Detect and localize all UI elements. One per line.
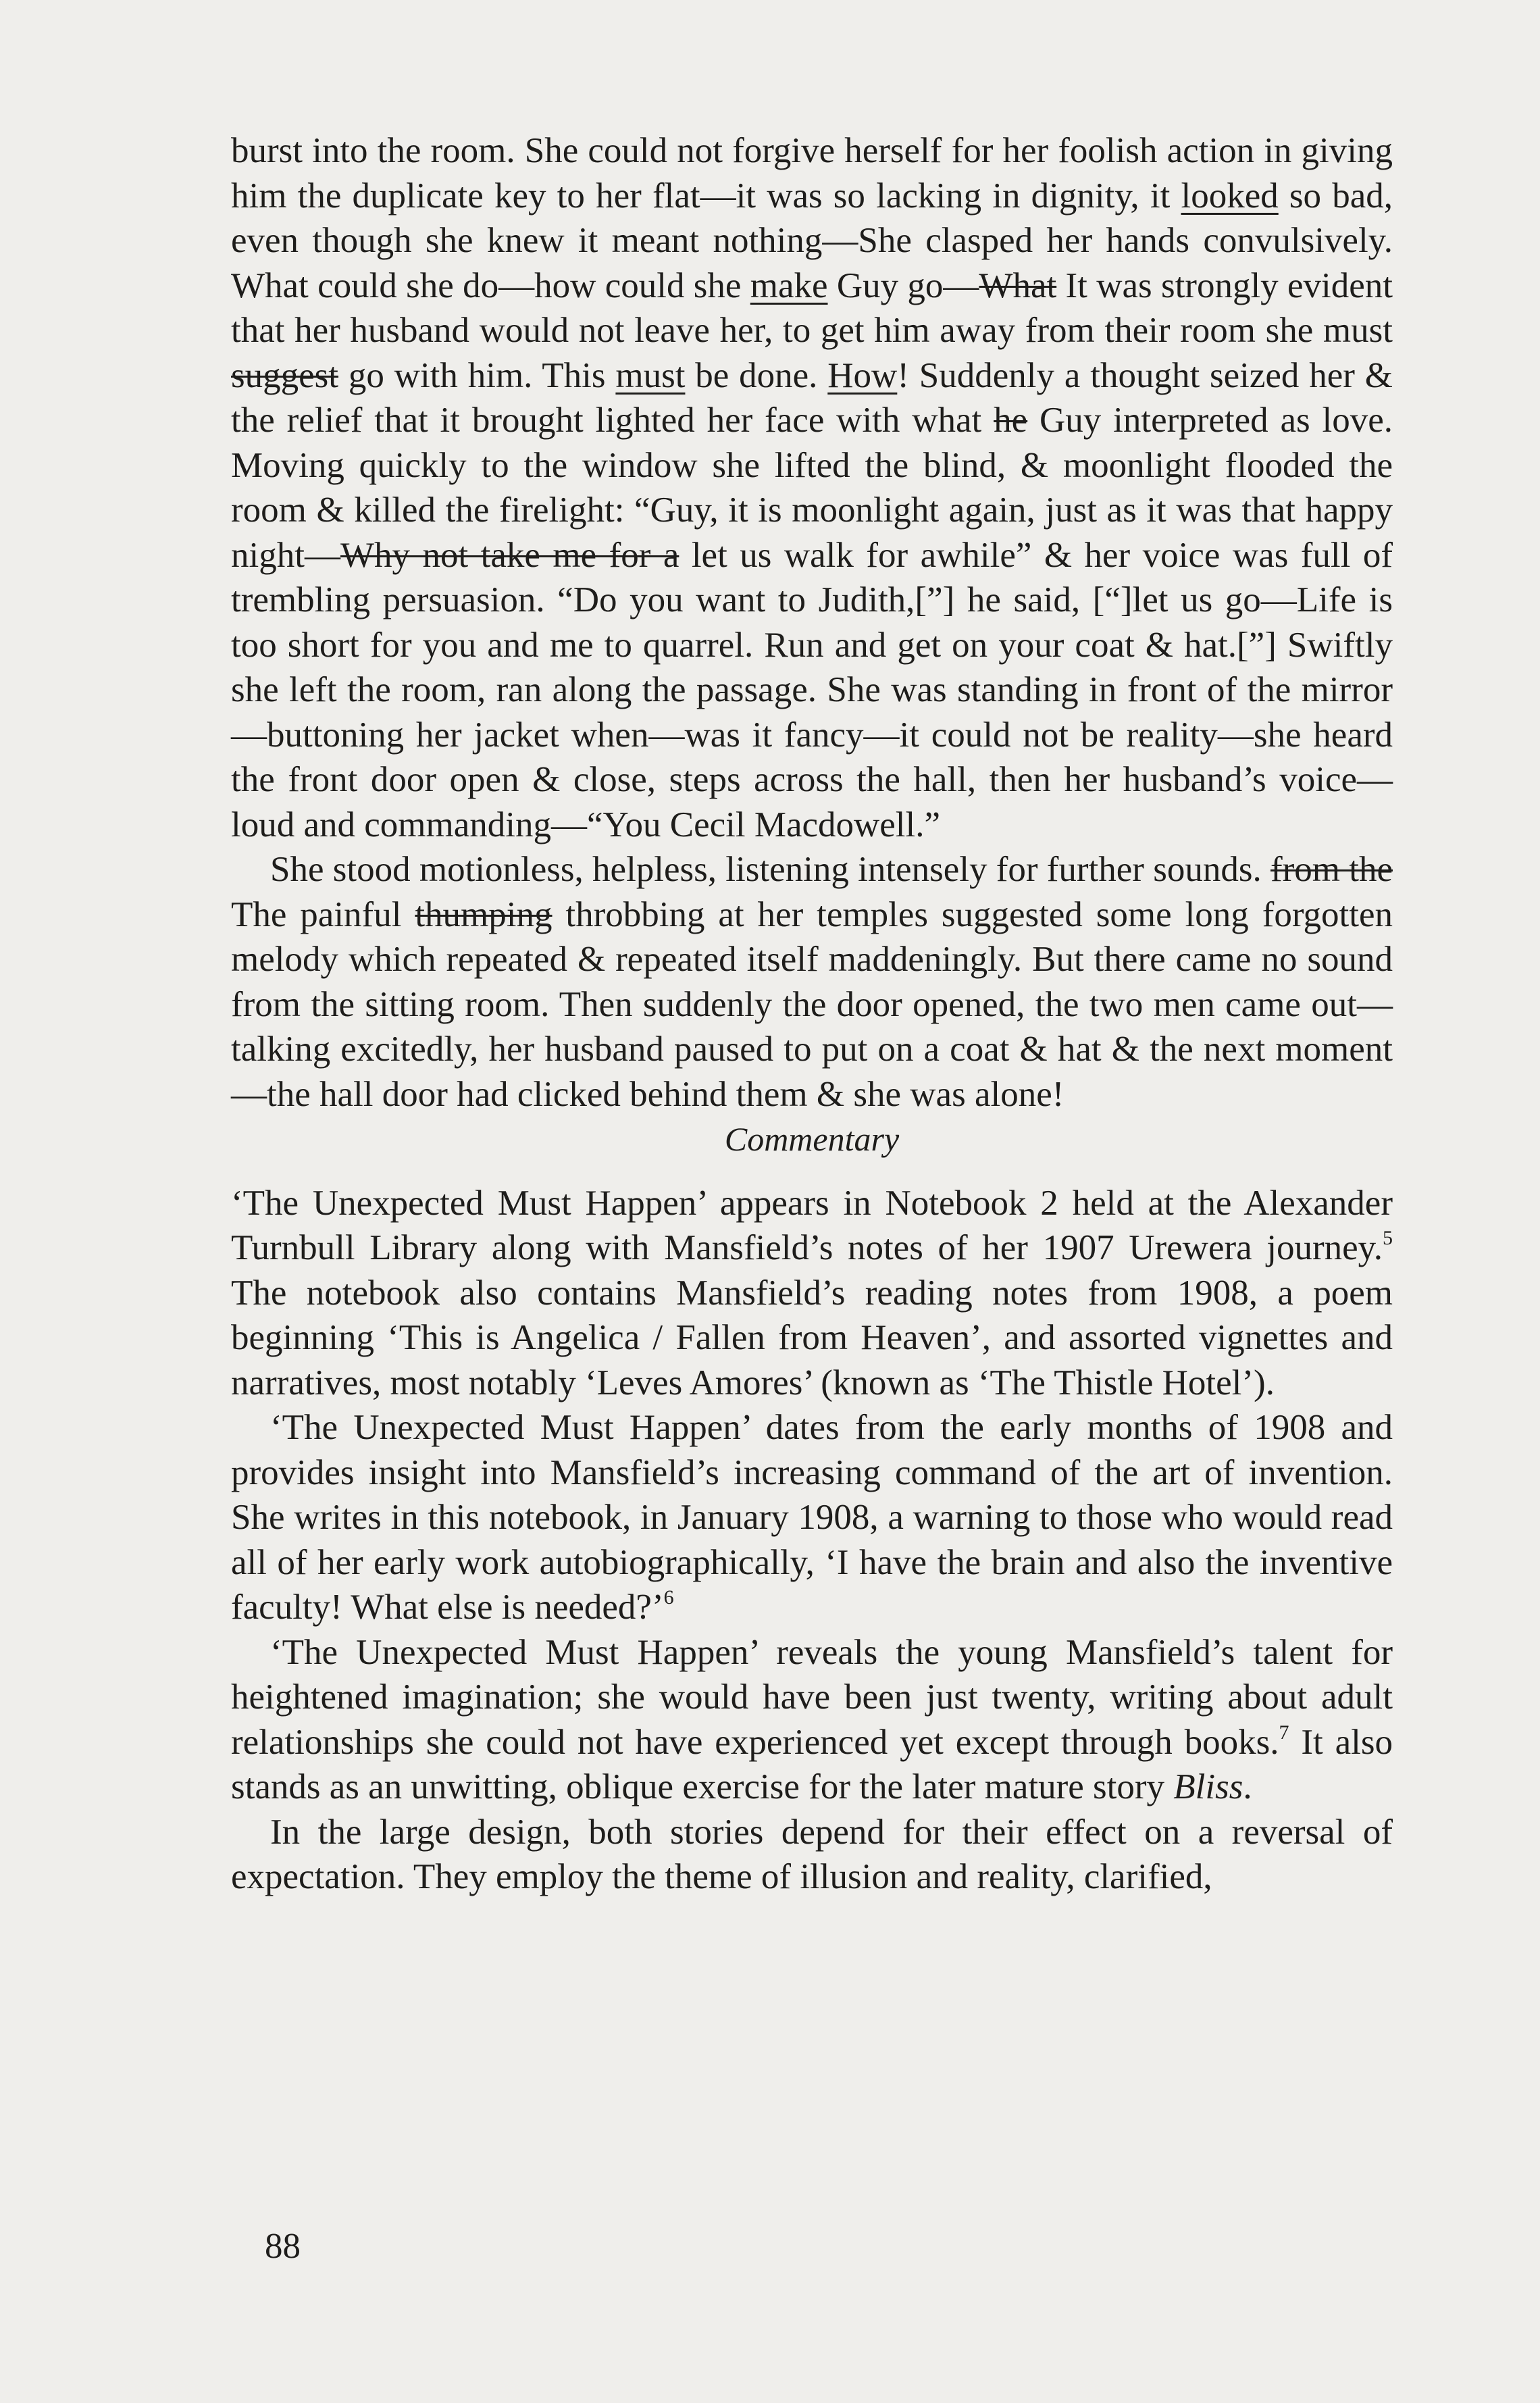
text-run: . xyxy=(1243,1767,1252,1806)
text-run: so bad, even though she knew it meant nothing—She clasped her hands convulsively. What could she do—how could she xyxy=(231,176,1393,305)
text-run: go with him. This xyxy=(338,355,616,395)
text-run: It also stands as an unwitting, oblique exercise for the later mature story xyxy=(231,1722,1393,1806)
commentary-paragraph xyxy=(231,1405,1393,1630)
text-run: ! Suddenly a thought seized her & the relief that it brought lighted her face with what xyxy=(231,355,1393,440)
struck-out-text: What xyxy=(979,265,1057,305)
text-run: burst into the room. She could not forgive herself for her foolish action in giving him the duplicate key to her flat—it was so lacking in dignity, it xyxy=(231,131,1393,216)
text-run: ‘The Unexpected Must Happen’ appears in Notebook 2 held at the Alexander Turnbull Library along with Mansfield’s notes of her 1907 Urewera journey. xyxy=(231,1183,1393,1267)
struck-out-text: thumping xyxy=(415,894,553,934)
struck-out-text: he xyxy=(994,401,1028,440)
section-heading: Commentary xyxy=(724,1120,900,1158)
text-run: be done. xyxy=(685,355,828,395)
text-run: Guy go— xyxy=(827,265,979,305)
page-number: 88 xyxy=(265,2227,301,2266)
footnote-marker: 6 xyxy=(663,1586,674,1609)
page-text xyxy=(231,128,1393,1900)
commentary-paragraph xyxy=(231,1181,1393,1406)
text-run: It was strongly evident that her husband would not leave her, to get him away from their room she must xyxy=(231,265,1393,350)
text-run: She stood motionless, helpless, listening intensely for further sounds. xyxy=(270,850,1270,889)
text-run: The painful xyxy=(231,894,415,934)
struck-out-text: Why not take me for a xyxy=(340,535,679,575)
story-paragraph xyxy=(231,847,1393,1117)
footnote-marker: 7 xyxy=(1279,1721,1289,1744)
underlined-word: How xyxy=(827,355,898,395)
story-paragraph xyxy=(231,128,1393,847)
underlined-word: looked xyxy=(1181,176,1279,216)
italic-title: Bliss xyxy=(1173,1767,1243,1806)
struck-out-text: suggest xyxy=(231,355,338,395)
text-run: The notebook also contains Mansfield’s reading notes from 1908, a poem beginning ‘This is Angelica / Fallen from Heaven’, and assorted vignettes and narratives, most notably ‘Leves Amores’ (known as ‘The Thistle Hotel’). xyxy=(231,1273,1393,1402)
underlined-word: make xyxy=(750,265,828,305)
text-run: throbbing at her temples suggested some long forgotten melody which repeated & repeated itself maddeningly. But there came no sound from the sitting room. Then suddenly the door opened, the two men came out—talking excitedly, her husband paused to put on a coat & hat & the next moment—the hall door had clicked behind them & she was alone! xyxy=(231,894,1393,1114)
struck-out-text: from the xyxy=(1270,850,1393,889)
text-run: Guy interpreted as love. Moving quickly to the window she lifted the blind, & moonlight flooded the room & killed the firelight: “Guy, it is moonlight again, just as it was that happy night— xyxy=(231,401,1393,575)
text-run: let us walk for awhile” & her voice was full of trembling persuasion. “Do you want to Judith,[”] he said, [“]let us go—Life is too short for you and me to quarrel. Run and get on your coat & hat.[”] Swiftly she left the room, ran along the passage. She was standing in front of the mirror—buttoning her jacket when—was it fancy—it could not be reality—she heard the front door open & close, steps across the hall, then her husband’s voice—loud and commanding—“You Cecil Macdowell.” xyxy=(231,535,1393,844)
footnote-marker: 5 xyxy=(1383,1227,1393,1249)
text-run: In the large design, both stories depend for their effect on a reversal of expectation. They employ the theme of illusion and reality, clarified, xyxy=(231,1812,1393,1896)
text-run: ‘The Unexpected Must Happen’ reveals the young Mansfield’s talent for heightened imagination; she would have been just twenty, writing about adult relationships she could not have experienced yet except through books. xyxy=(231,1632,1393,1762)
underlined-word: must xyxy=(615,355,686,395)
text-run: ‘The Unexpected Must Happen’ dates from the early months of 1908 and provides insight into Mansfield’s increasing command of the art of invention. She writes in this notebook, in January 1908, a warning to those who would read all of her early work autobiographically, ‘I have the brain and also the inventive faculty! What else is needed?’ xyxy=(231,1408,1393,1627)
commentary-paragraph xyxy=(231,1630,1393,1810)
commentary-paragraph xyxy=(231,1810,1393,1900)
